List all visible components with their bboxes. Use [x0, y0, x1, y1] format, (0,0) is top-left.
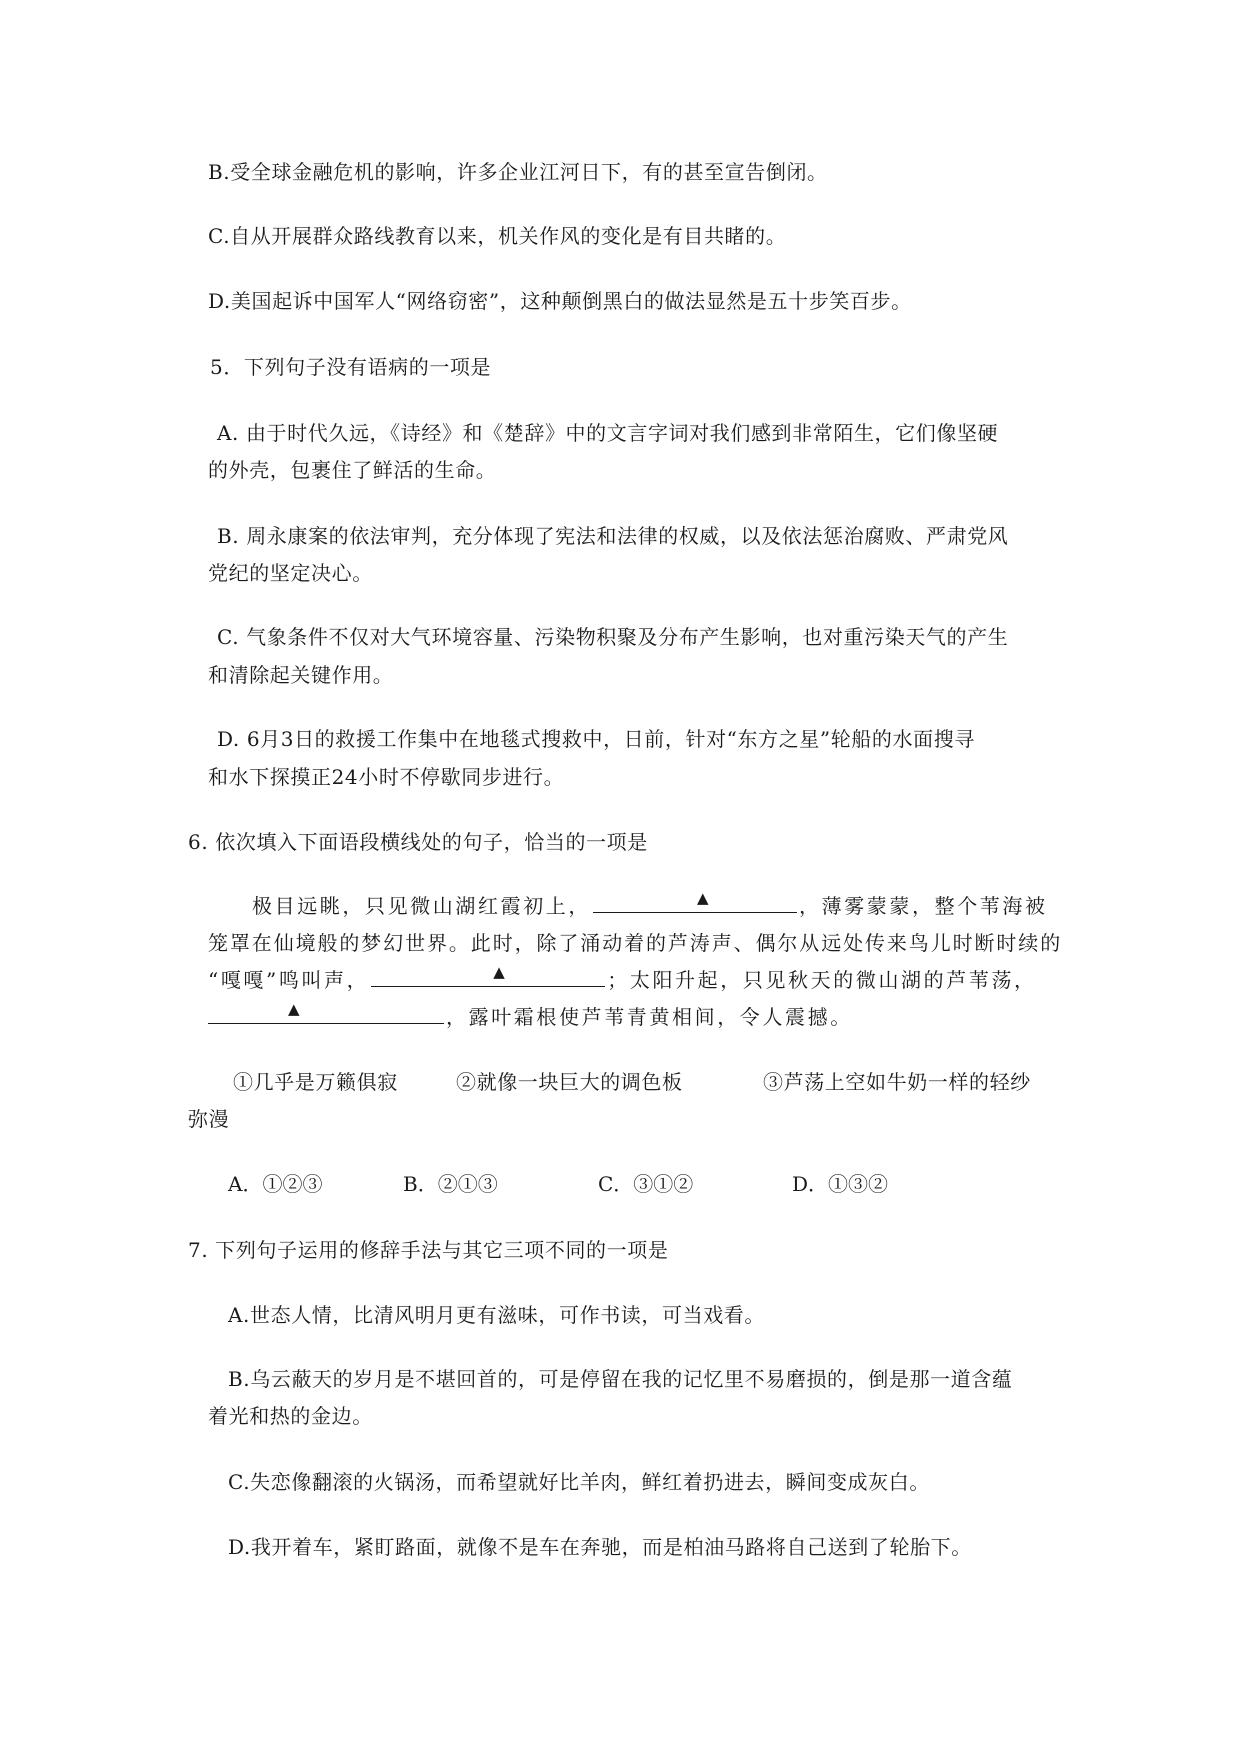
q5-option-c-line1: C. 气象条件不仅对大气环境容量、污染物积聚及分布产生影响，也对重污染天气的产生	[217, 625, 1009, 649]
q6-blank-1	[593, 888, 797, 913]
q6-choice-1: ①几乎是万籁俱寂	[233, 1070, 398, 1094]
q6-passage-text: “嘎嘎”鸣叫声，	[208, 968, 370, 992]
q6-choice-3: ③芦荡上空如牛奶一样的轻纱	[763, 1070, 1031, 1094]
q5-option-d-line2: 和水下探摸正24小时不停歇同步进行。	[208, 765, 565, 789]
q6-blank-2	[371, 962, 605, 987]
q5-option-a-line1: A. 由于时代久远，《诗经》和《楚辞》中的文言字词对我们感到非常陌生，它们像坚硬	[217, 421, 999, 445]
q6-option-d: D．①③②	[792, 1172, 889, 1196]
q6-choice-3-cont: 弥漫	[188, 1107, 230, 1131]
prev-option-c: C.自从开展群众路线教育以来，机关作风的变化是有目共睹的。	[208, 224, 787, 248]
q6-blank-3	[208, 999, 444, 1024]
prev-option-b: B.受全球金融危机的影响，许多企业江河日下，有的甚至宣告倒闭。	[208, 160, 828, 184]
prev-option-d: D.美国起诉中国军人“网络窃密”，这种颠倒黑白的做法显然是五十步笑百步。	[208, 289, 912, 313]
q6-choice-2: ②就像一块巨大的调色板	[456, 1070, 683, 1094]
q6-passage-text: ，露叶霜根使芦苇青黄相间，令人震撼。	[446, 1005, 853, 1029]
q7-option-b-line2: 着光和热的金边。	[208, 1404, 373, 1428]
q6-stem: 6. 依次填入下面语段横线处的句子，恰当的一项是	[188, 830, 648, 854]
q6-passage-line2: 笼罩在仙境般的梦幻世界。此时，除了涌动着的芦涛声、偶尔从远处传来鸟儿时断时续的	[208, 931, 1063, 955]
blank-marker-icon: ▲	[288, 1000, 303, 1018]
q6-option-a: A．①②③	[228, 1172, 323, 1196]
q5-option-a-line2: 的外壳，包裹住了鲜活的生命。	[208, 458, 497, 482]
q6-passage-text: ；太阳升起，只见秋天的微山湖的芦苇荡，	[607, 968, 1037, 992]
q5-option-c-line2: 和清除起关键作用。	[208, 663, 394, 687]
q7-option-a: A.世态人情，比清风明月更有滋味，可作书读，可当戏看。	[228, 1303, 766, 1327]
q6-option-c: C．③①②	[598, 1172, 694, 1196]
blank-marker-icon: ▲	[493, 963, 508, 981]
q6-option-b: B．②①③	[403, 1172, 498, 1196]
blank-marker-icon: ▲	[697, 889, 712, 907]
q6-passage-line4	[208, 999, 853, 1036]
q7-option-d: D.我开着车，紧盯路面，就像不是车在奔驰，而是柏油马路将自己送到了轮胎下。	[228, 1535, 972, 1559]
q6-passage-line1	[252, 888, 1048, 925]
q5-stem: 5．下列句子没有语病的一项是	[210, 355, 492, 379]
q6-passage-line3	[208, 962, 1037, 999]
q7-stem: 7. 下列句子运用的修辞手法与其它三项不同的一项是	[188, 1238, 669, 1262]
q7-option-b-line1: B.乌云蔽天的岁月是不堪回首的，可是停留在我的记忆里不易磨损的，倒是那一道含蕴	[228, 1367, 1013, 1391]
q6-passage-text: ，薄雾蒙蒙，整个苇海被	[799, 894, 1048, 918]
q5-option-d-line1: D. 6月3日的救援工作集中在地毯式搜救中，日前，针对“东方之星”轮船的水面搜寻	[217, 727, 975, 751]
q5-option-b-line2: 党纪的坚定决心。	[208, 561, 373, 585]
q5-option-b-line1: B. 周永康案的依法审判，充分体现了宪法和法律的权威，以及依法惩治腐败、严肃党风	[217, 524, 1009, 548]
q6-passage-text: 极目远眺，只见微山湖红霞初上，	[252, 894, 591, 918]
q7-option-c: C.失恋像翻滚的火锅汤，而希望就好比羊肉，鲜红着扔进去，瞬间变成灰白。	[228, 1470, 930, 1494]
